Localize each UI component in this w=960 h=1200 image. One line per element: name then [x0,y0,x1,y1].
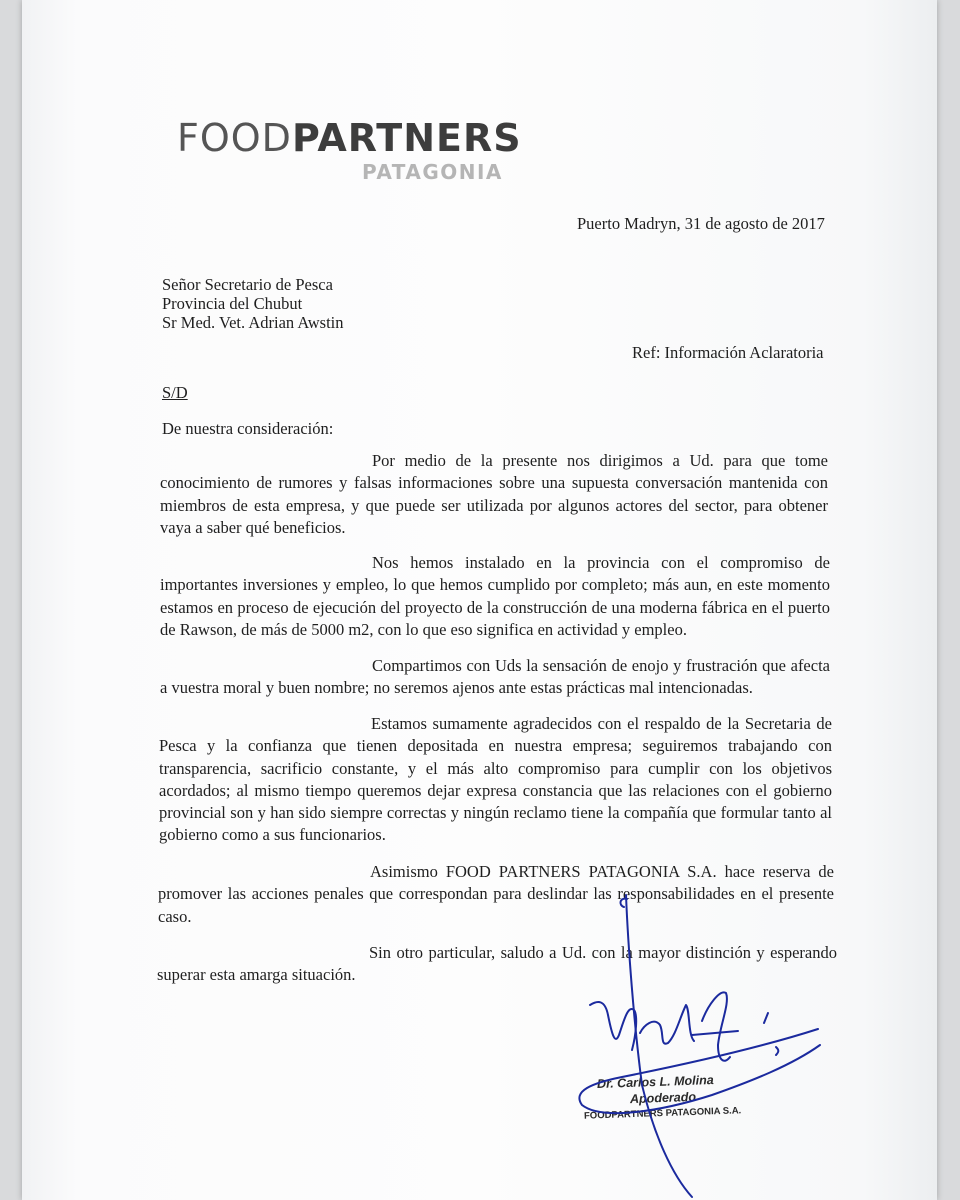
sd-line: S/D [162,383,188,402]
paragraph-1: Por medio de la presente nos dirigimos a Ud. para que tome conocimiento de rumores y falsas informaciones sobre una supuesta conversación mantenida con miembros de esta empresa, y que puede ser utilizada por algunos actores del sector, para obtener vaya a saber qué beneficios. [160,451,828,537]
paragraph-2: Nos hemos instalado en la provincia con el compromiso de importantes inversiones y empleo, lo que hemos cumplido por completo; más aun, en este momento estamos en proceso de ejecución del proyecto de la construcción de una moderna fábrica en el puerto de Rawson, de más de 5000 m2, con lo que eso significa en actividad y empleo. [160,553,830,639]
stamp-title: Apoderado [629,1089,697,1107]
date-line: Puerto Madryn, 31 de agosto de 2017 [577,214,825,233]
logo-word-partners: PARTNERS [291,116,522,160]
logo-word-food: FOOD [177,116,292,160]
paragraph-3: Compartimos con Uds la sensación de enojo y frustración que afecta a vuestra moral y buen nombre; no seremos ajenos ante estas prácticas mal intencionadas. [160,656,830,698]
recipient-line-2: Provincia del Chubut [162,294,303,313]
company-logo [177,116,522,184]
fish-icon [203,120,259,170]
salutation: De nuestra consideración: [162,419,334,438]
paragraph-4: Estamos sumamente agradecidos con el respaldo de la Secretaria de Pesca y la confianza que tienen depositada en nuestra empresa; seguiremos trabajando con transparencia, sacrificio constante, y el más alto compromiso para cumplir con los objetivos acordados; al mismo tiempo queremos dejar expresa constancia que las relaciones con el gobierno provincial son y han sido siempre correctas y ningún reclamo tiene la compañía que formular tanto al gobierno como a sus funcionarios. [159,714,832,845]
logo-subtitle: PATAGONIA [362,160,503,184]
recipient-line-1: Señor Secretario de Pesca [162,275,333,294]
stamp-company: FOODPARTNERS PATAGONIA S.A. [583,1105,742,1122]
reference-line: Ref: Información Aclaratoria [632,343,824,362]
paragraph-6: Sin otro particular, saludo a Ud. con la mayor distinción y esperando superar esta amarga situación. [157,943,837,985]
paragraph-5: Asimismo FOOD PARTNERS PATAGONIA S.A. hace reserva de promover las acciones penales que correspondan para deslindar las responsabilidades en el presente caso. [158,862,834,926]
handwritten-signature [542,885,842,1200]
stamp-name: Dr. Carlos L. Molina [596,1072,714,1092]
recipient-line-3: Sr Med. Vet. Adrian Awstin [162,313,344,332]
letter-page [22,0,937,1200]
